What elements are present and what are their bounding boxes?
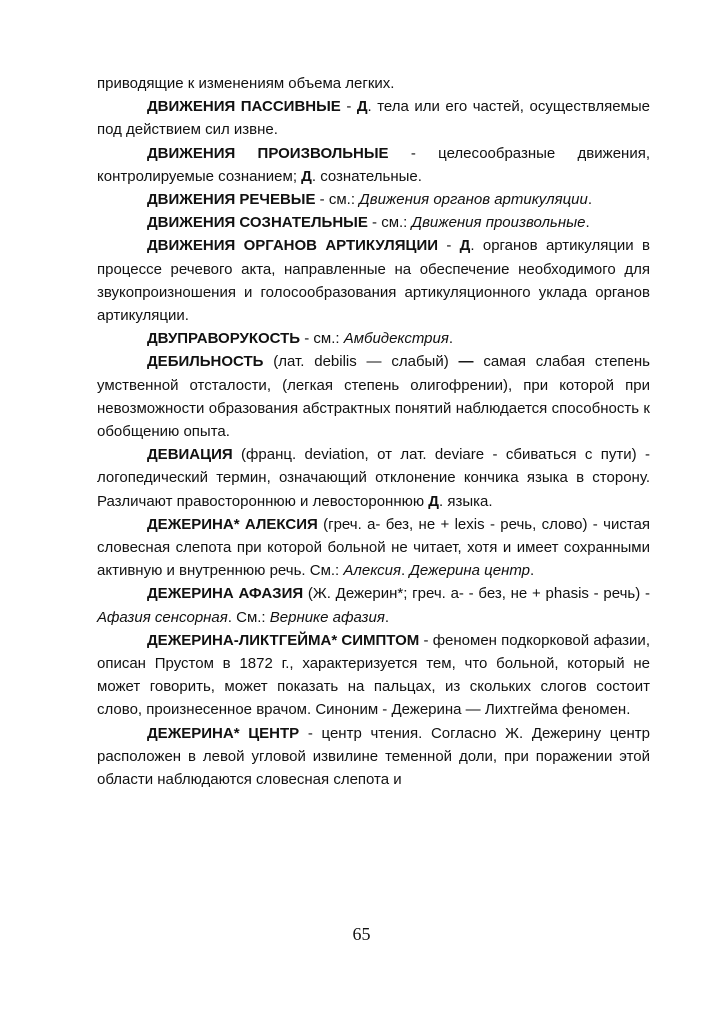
entry-dvizheniya-organov-artikulyatsii [97, 234, 650, 327]
definition-text: . [530, 562, 535, 580]
term-bold: Д [356, 98, 368, 116]
term-bold: ДВИЖЕНИЯ ПРОИЗВОЛЬНЫЕ [147, 144, 389, 162]
definition-text: (франц. deviation, от лат. deviare - сбиваться с пути) - логопедический термин, означающий отклонение кончика языка в сторону. Различают правостороннюю и левостороннюю [97, 446, 650, 510]
entry-dezherina-tsentr [97, 722, 650, 792]
term-bold: — [458, 353, 474, 371]
reference-italic: Движения произвольные [411, 214, 586, 232]
reference-italic: Амбидекстрия [343, 330, 449, 348]
entry-debilnost [97, 350, 650, 443]
definition-text: . сознательные. [311, 167, 422, 185]
definition-text: - см.: [315, 191, 360, 209]
entry-dezherina-liktgeyma-simptom [97, 629, 650, 722]
term-bold: Д [428, 492, 439, 510]
term-bold: ДЕЖЕРИНА-ЛИКТГЕЙМА* СИМПТОМ [147, 631, 420, 649]
definition-text: . тела или его частей, осуществляемые под действием сил извне. [97, 98, 650, 139]
term-bold: Д [459, 237, 471, 255]
definition-text: - [340, 98, 357, 116]
term-bold: ДВИЖЕНИЯ СОЗНАТЕЛЬНЫЕ [147, 214, 368, 232]
definition-text: - центр чтения. Согласно Ж. Дежерину центр расположен в левой угловой извилине теменной доли, при поражении этой области наблюдаются словесная слепота и [97, 724, 650, 789]
term-bold: ДЕЖЕРИНА АФАЗИЯ [147, 585, 304, 603]
entry-dvizheniya-proizvolnye [97, 142, 650, 188]
term-bold: Д [301, 167, 312, 185]
definition-text: (лат. debilis — слабый) [263, 353, 459, 371]
definition-text: самая слабая степень умственной отсталости, (легкая степень олигофрении), при которой при невозможности образования абстрактных понятий наблюдается способность к обобщению опыта. [97, 353, 650, 441]
definition-text: . [400, 562, 410, 580]
term-bold: ДЕЖЕРИНА* АЛЕКСИЯ [147, 515, 318, 533]
reference-italic: Дежерина центр [409, 562, 531, 580]
entry-deviatsiya [97, 443, 650, 513]
term-bold: ДВИЖЕНИЯ ОРГАНОВ АРТИКУЛЯЦИИ [147, 237, 439, 255]
term-bold: ДЕБИЛЬНОСТЬ [147, 353, 264, 371]
definition-text: - целесообразные движения, контролируемые сознанием; [97, 144, 650, 185]
entry-dvizheniya-soznatelnye [97, 211, 650, 234]
definition-text: . [585, 214, 590, 232]
definition-text: . языка. [438, 492, 493, 510]
definition-text: - см.: [300, 330, 344, 348]
term-bold: ДВУПРАВОРУКОСТЬ [147, 330, 301, 348]
definition-text: - феномен подкорковой афазии, описан Прустом в 1872 г., характеризуется тем, что больной, который не может говорить, может показать на пальцах, из скольких слогов состоит слово, произнесенное врачом. Синоним - Дежерина — Лихтгейма феномен. [97, 631, 650, 719]
definition-text: . [448, 330, 454, 348]
entry-dvupravorukost [97, 327, 650, 350]
entry-dvizheniya-passivnye [97, 95, 650, 141]
entry-dezherina-afaziya [97, 582, 650, 628]
reference-italic: Афазия сенсорная [97, 608, 228, 626]
definition-text: . [587, 191, 593, 209]
term-bold: ДВИЖЕНИЯ ПАССИВНЫЕ [147, 98, 341, 116]
term-bold: ДЕВИАЦИЯ [147, 446, 233, 464]
definition-text: (греч. а- без, не + lexis - речь, слово) - чистая словесная слепота при которой больной не читает, хотя и имеет сохранными активную и внутреннюю речь. См.: [97, 515, 650, 580]
definition-text: . [384, 608, 390, 626]
entry-continuation [97, 72, 650, 95]
page-number: 65 [352, 924, 371, 944]
dictionary-page-body [97, 72, 650, 791]
definition-text: - см.: [367, 214, 412, 232]
definition-text: (Ж. Дежерин*; греч. а- - без, не + phasis - речь) - [303, 585, 650, 603]
definition-text: приводящие к изменениям объема легких. [97, 75, 395, 92]
reference-italic: Вернике афазия [269, 608, 385, 626]
reference-italic: Движения органов артикуляции [359, 191, 588, 209]
entry-dvizheniya-rechevye [97, 188, 650, 211]
definition-text: - [438, 237, 460, 255]
term-bold: ДЕЖЕРИНА* ЦЕНТР [147, 724, 300, 742]
term-bold: ДВИЖЕНИЯ РЕЧЕВЫЕ [147, 191, 316, 209]
definition-text: . органов артикуляции в процессе речевого акта, направленные на обеспечение необходимого для звукопроизношения и голосообразования артикуляционного уклада органов артикуляции. [97, 237, 650, 325]
entry-dezherina-aleksiya [97, 513, 650, 583]
reference-italic: Алексия [343, 562, 401, 580]
definition-text: . См.: [227, 608, 270, 626]
